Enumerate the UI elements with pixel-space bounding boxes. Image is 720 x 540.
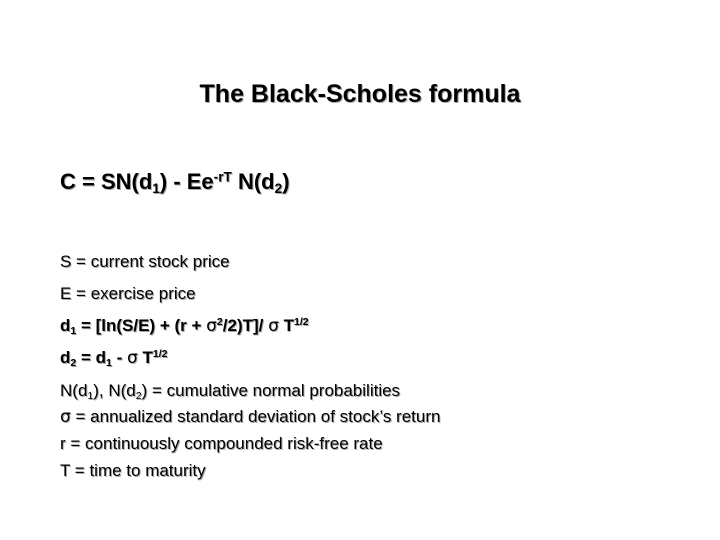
definition-d1 (60, 316, 309, 336)
sigma-definition-text: = annualized standard deviation of stock’s return (70, 407, 441, 426)
definition-t: T = time to maturity (60, 461, 206, 480)
d1-part: T (278, 316, 295, 335)
definition-s: S = current stock price (60, 252, 230, 271)
d2-subscript: 2 (70, 356, 77, 369)
d1-superscript: 1/2 (294, 316, 309, 329)
formula-part: N(d (231, 169, 275, 194)
d2-part: - (111, 348, 127, 367)
sigma-symbol: σ (60, 407, 71, 427)
d1-part: = [ln(S/E) + (r + (76, 316, 207, 335)
d1-subscript: 1 (70, 324, 77, 337)
slide-title: The Black-Scholes formula (199, 80, 521, 108)
sigma-symbol: σ (268, 316, 279, 336)
d1-part: /2)T]/ (222, 316, 269, 335)
n-part: ), N(d (93, 381, 136, 400)
d2-part: = d (76, 348, 107, 367)
definition-d2 (60, 348, 168, 368)
definition-e: E = exercise price (60, 284, 196, 303)
n-part: ) = cumulative normal probabilities (141, 381, 401, 400)
formula-exponent: -rT (213, 169, 232, 185)
formula-subscript-2: 2 (274, 180, 283, 196)
formula-part: C = SN(d (60, 169, 153, 194)
d2-superscript: 1/2 (152, 348, 168, 361)
black-scholes-formula (60, 169, 290, 195)
d2-subscript: 1 (106, 356, 112, 369)
n-part: N(d (60, 381, 88, 400)
definition-sigma (60, 407, 440, 427)
d2-part: d (60, 348, 71, 367)
sigma-symbol: σ (206, 316, 217, 336)
d1-superscript: 2 (216, 316, 223, 329)
sigma-symbol: σ (126, 348, 138, 368)
formula-subscript-1: 1 (152, 180, 160, 196)
formula-part: ) - Ee (159, 169, 214, 194)
formula-part: ) (282, 169, 290, 194)
definition-r: r = continuously compounded risk-free rate (60, 434, 383, 453)
d1-part: d (60, 316, 71, 335)
d2-part: T (137, 348, 153, 367)
n-subscript: 2 (135, 389, 142, 402)
n-subscript: 1 (87, 389, 94, 402)
definition-n (60, 381, 400, 401)
